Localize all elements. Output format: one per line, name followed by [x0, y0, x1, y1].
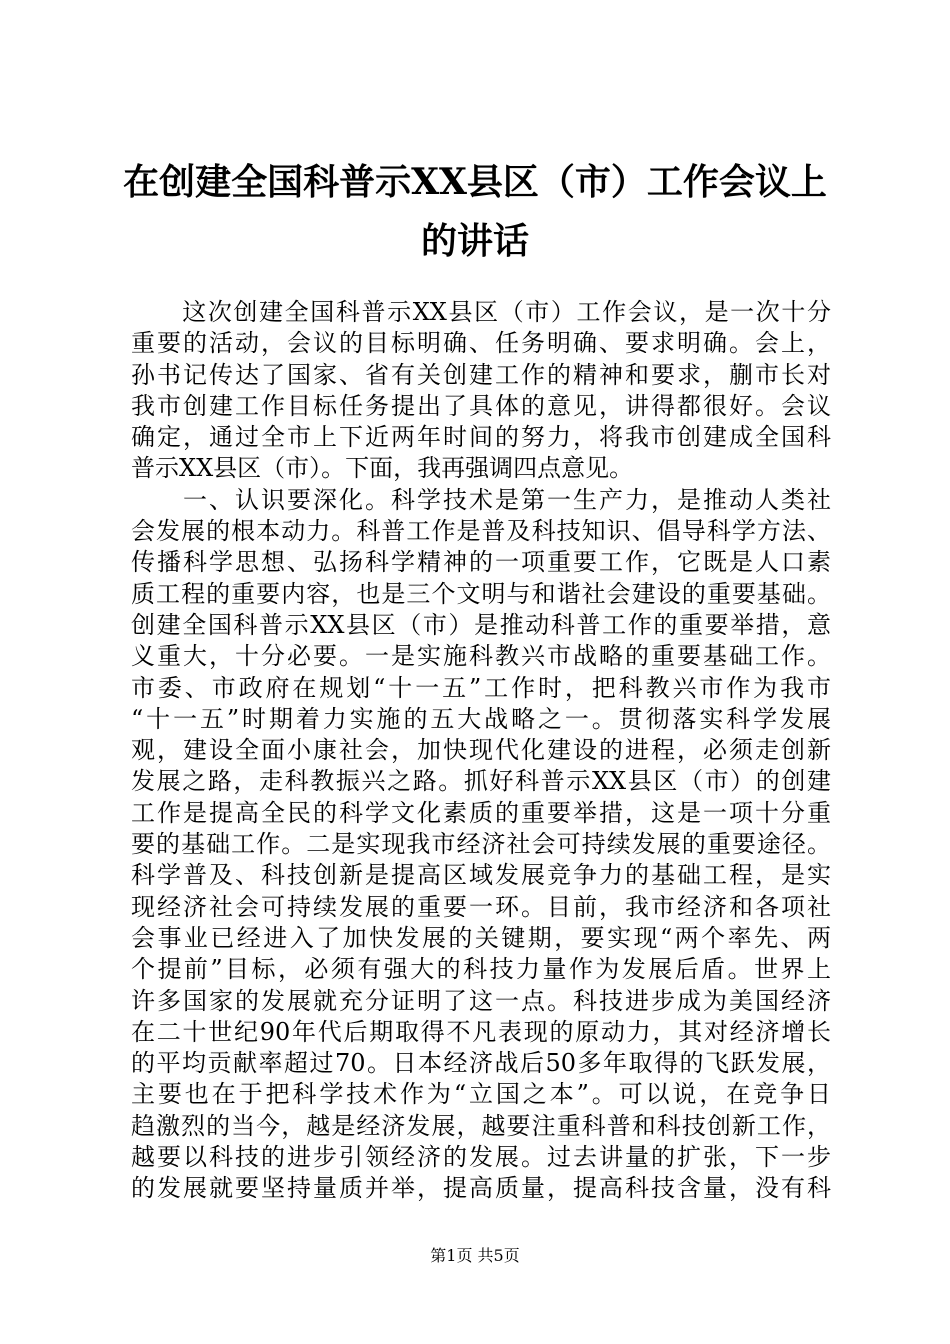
body-text-line: 现经济社会可持续发展的重要一环。目前，我市经济和各项社	[131, 892, 831, 921]
body-text-line: 会发展的根本动力。科普工作是普及科技知识、倡导科学方法、	[131, 517, 831, 546]
body-text-line: 创建全国科普示XX县区（市）是推动科普工作的重要举措，意	[131, 610, 831, 639]
body-text-line: 普示XX县区（市）。下面，我再强调四点意见。	[131, 454, 634, 483]
body-text-line: 确定，通过全市上下近两年时间的努力，将我市创建成全国科	[131, 423, 831, 452]
body-text-line: 市委、市政府在规划“十一五”工作时，把科教兴市作为我市	[131, 673, 831, 702]
body-text-line: 个提前”目标，必须有强大的科技力量作为发展后盾。世界上	[131, 955, 831, 984]
body-text-line: 的平均贡献率超过70。日本经济战后50多年取得的飞跃发展，	[131, 1049, 831, 1078]
body-text-line: 一、认识要深化。科学技术是第一生产力，是推动人类社	[131, 485, 831, 514]
body-text-line: 我市创建工作目标任务提出了具体的意见，讲得都很好。会议	[131, 391, 831, 420]
body-text-line: 义重大，十分必要。一是实施科教兴市战略的重要基础工作。	[131, 642, 831, 671]
body-text-line: 会事业已经进入了加快发展的关键期，要实现“两个率先、两	[131, 923, 831, 952]
body-text-line: 这次创建全国科普示XX县区（市）工作会议，是一次十分	[131, 298, 831, 326]
body-text-line: 要的基础工作。二是实现我市经济社会可持续发展的重要途径。	[131, 830, 831, 859]
body-text-line: 在二十世纪90年代后期取得不凡表现的原动力，其对经济增长	[131, 1017, 831, 1046]
body-text-line: 质工程的重要内容，也是三个文明与和谐社会建设的重要基础。	[131, 579, 831, 608]
body-text-line: 孙书记传达了国家、省有关创建工作的精神和要求，蒯市长对	[131, 360, 831, 389]
body-text-line: 发展之路，走科教振兴之路。抓好科普示XX县区（市）的创建	[131, 767, 831, 796]
body-text-line: 工作是提高全民的科学文化素质的重要举措，这是一项十分重	[131, 798, 831, 827]
body-text-line: 趋激烈的当今，越是经济发展，越要注重科普和科技创新工作，	[131, 1111, 831, 1140]
page-footer: 第1页 共5页	[430, 1246, 520, 1265]
document-title-line-1: 在创建全国科普示XX县区（市）工作会议上	[123, 161, 827, 203]
body-text-line: 越要以科技的进步引领经济的发展。过去讲量的扩张，下一步	[131, 1143, 831, 1172]
document-body	[131, 297, 831, 1205]
body-text-line: 主要也在于把科学技术作为“立国之本”。可以说，在竞争日	[131, 1080, 831, 1109]
document-title-line-2: 的讲话	[420, 220, 529, 262]
body-text-line: 观，建设全面小康社会，加快现代化建设的进程，必须走创新	[131, 736, 831, 765]
body-text-line: 许多国家的发展就充分证明了这一点。科技进步成为美国经济	[131, 986, 831, 1015]
body-text-line: 传播科学思想、弘扬科学精神的一项重要工作，它既是人口素	[131, 548, 831, 577]
body-text-line: 的发展就要坚持量质并举，提高质量，提高科技含量，没有科	[131, 1174, 831, 1203]
body-text-line: 重要的活动，会议的目标明确、任务明确、要求明确。会上，	[131, 329, 831, 358]
body-text-line: “十一五”时期着力实施的五大战略之一。贯彻落实科学发展	[131, 704, 831, 733]
body-text-line: 科学普及、科技创新是提高区域发展竞争力的基础工程，是实	[131, 861, 831, 890]
